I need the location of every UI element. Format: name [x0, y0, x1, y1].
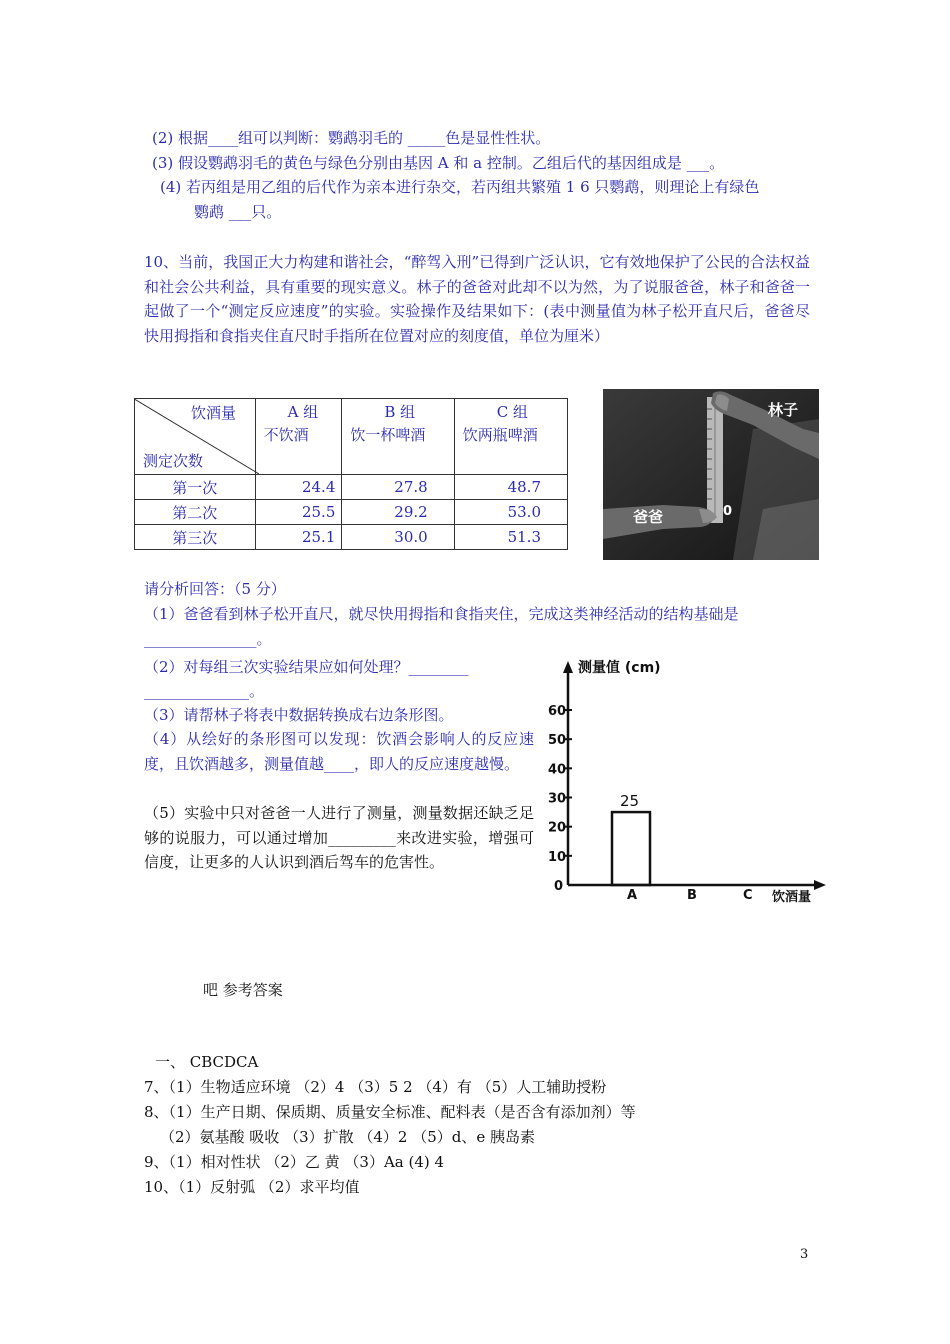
q10-answer-3: （3）请帮林子将表中数据转换成右边条形图。: [144, 706, 454, 724]
corner-bottom-label: 测定次数: [143, 452, 204, 470]
photo-label-linzi: 林子: [768, 401, 799, 419]
header-a: A 组 不饮酒: [255, 399, 342, 475]
q9-part4: (4) 若丙组是用乙组的后代作为亲本进行杂交，若丙组共繁殖 1 6 只鹦鹉，则理论上有绿色: [160, 178, 760, 196]
data-table: [134, 398, 568, 550]
chart-x-axis-label: 饮酒量: [772, 890, 812, 905]
bar-A: [612, 812, 650, 885]
bar-data-label: 25: [620, 792, 640, 811]
q9-part2: (2) 根据____组可以判断：鹦鹉羽毛的 _____色是显性性状。: [152, 129, 551, 147]
x-tick-label: B: [687, 888, 697, 903]
answers-line-2: 7、（1）生物适应环境 （2）4 （3）5 2 （4）有 （5）人工辅助授粉: [144, 1078, 607, 1096]
answers-line-6: 10、（1）反射弧 （2）求平均值: [144, 1178, 360, 1196]
photo-label-baba: 爸爸: [633, 508, 664, 526]
y-tick-label: 10: [548, 849, 567, 865]
x-axis-arrow-icon: [814, 880, 826, 890]
y-axis-arrow-icon: [563, 661, 573, 673]
q9-part3: (3) 假设鹦鹉羽毛的黄色与绿色分别由基因 A 和 a 控制。乙组后代的基因组成是 ___。: [152, 154, 725, 172]
page-number: 3: [800, 1247, 809, 1262]
y-tick-label: 60: [548, 704, 567, 719]
q10-answer-1: （1）爸爸看到林子松开直尺，就尽快用拇指和食指夹住，完成这类神经活动的结构基础是: [144, 605, 739, 623]
q10-answer-4: （4）从绘好的条形图可以发现：饮酒会影响人的反应速度，且饮酒越多，测量值越____，即人的反应速度越慢。: [144, 730, 534, 773]
table-corner-cell: [135, 399, 256, 475]
photo-label-zero: 0: [723, 504, 733, 519]
answers-line-4: （2）氨基酸 吸收 （3）扩散 （4）2 （5）d、e 胰岛素: [160, 1128, 536, 1146]
y-tick-label: 30: [548, 791, 567, 807]
table-row: 第三次 25.1 30.0 51.3: [135, 525, 568, 550]
chart-y-axis-label: 测量值 (cm): [578, 660, 661, 676]
y-tick-label: 0: [554, 879, 564, 894]
q10-answer-5: （5）实验中只对爸爸一人进行了测量，测量数据还缺乏足够的说服力，可以通过增加_________来改进实验，增强可信度，让更多的人认识到酒后驾车的危害性。: [144, 804, 534, 871]
table-row: 第一次 24.4 27.8 48.7: [135, 475, 568, 500]
answers-line-3: 8、（1）生产日期、保质期、质量安全标准、配料表（是否含有添加剂）等: [144, 1103, 636, 1121]
answers-title: 吧 参考答案: [203, 981, 283, 999]
corner-top-label: 饮酒量: [191, 404, 237, 422]
header-c: C 组 饮两瓶啤酒: [454, 399, 567, 475]
y-tick-label: 20: [548, 820, 567, 836]
x-tick-label: C: [743, 888, 753, 903]
experiment-photo: [603, 389, 819, 560]
table-row: 第二次 25.5 29.2 53.0: [135, 500, 568, 525]
q10-ask: 请分析回答：（5 分）: [144, 580, 286, 598]
bar-chart: [540, 655, 840, 905]
y-tick-label: 40: [548, 762, 567, 778]
answers-line-1: 一、 CBCDCA: [155, 1053, 259, 1071]
q9-part4-cont: 鹦鹉 ___只。: [194, 203, 282, 221]
q10-intro: 10、当前，我国正大力构建和谐社会，“醉驾入刑”已得到广泛认识，它有效地保护了公民的合法权益和社会公共利益，具有重要的现实意义。林子的爸爸对此却不以为然，为了说服爸爸，林子和爸爸一起做了一个“测定反应速度”的实验。实验操作及结果如下：(表中测量值为林子松开直尺后，爸爸尽快用拇指和食指夹住直尺时手指所在位置对应的刻度值，单位为厘米）: [144, 253, 810, 345]
q10-answer-2: （2）对每组三次实验结果应如何处理？________: [144, 658, 469, 676]
q10-answer-1-blank: _______________。: [144, 630, 272, 648]
header-b: B 组 饮一杯啤酒: [342, 399, 454, 475]
x-tick-label: A: [627, 888, 638, 903]
answers-line-5: 9、（1）相对性状 （2）乙 黄 （3）Aa (4) 4: [144, 1153, 445, 1171]
q10-answer-2-blank: ______________。: [144, 682, 265, 700]
bar-chart-svg: [540, 655, 840, 905]
y-tick-label: 50: [548, 733, 567, 749]
